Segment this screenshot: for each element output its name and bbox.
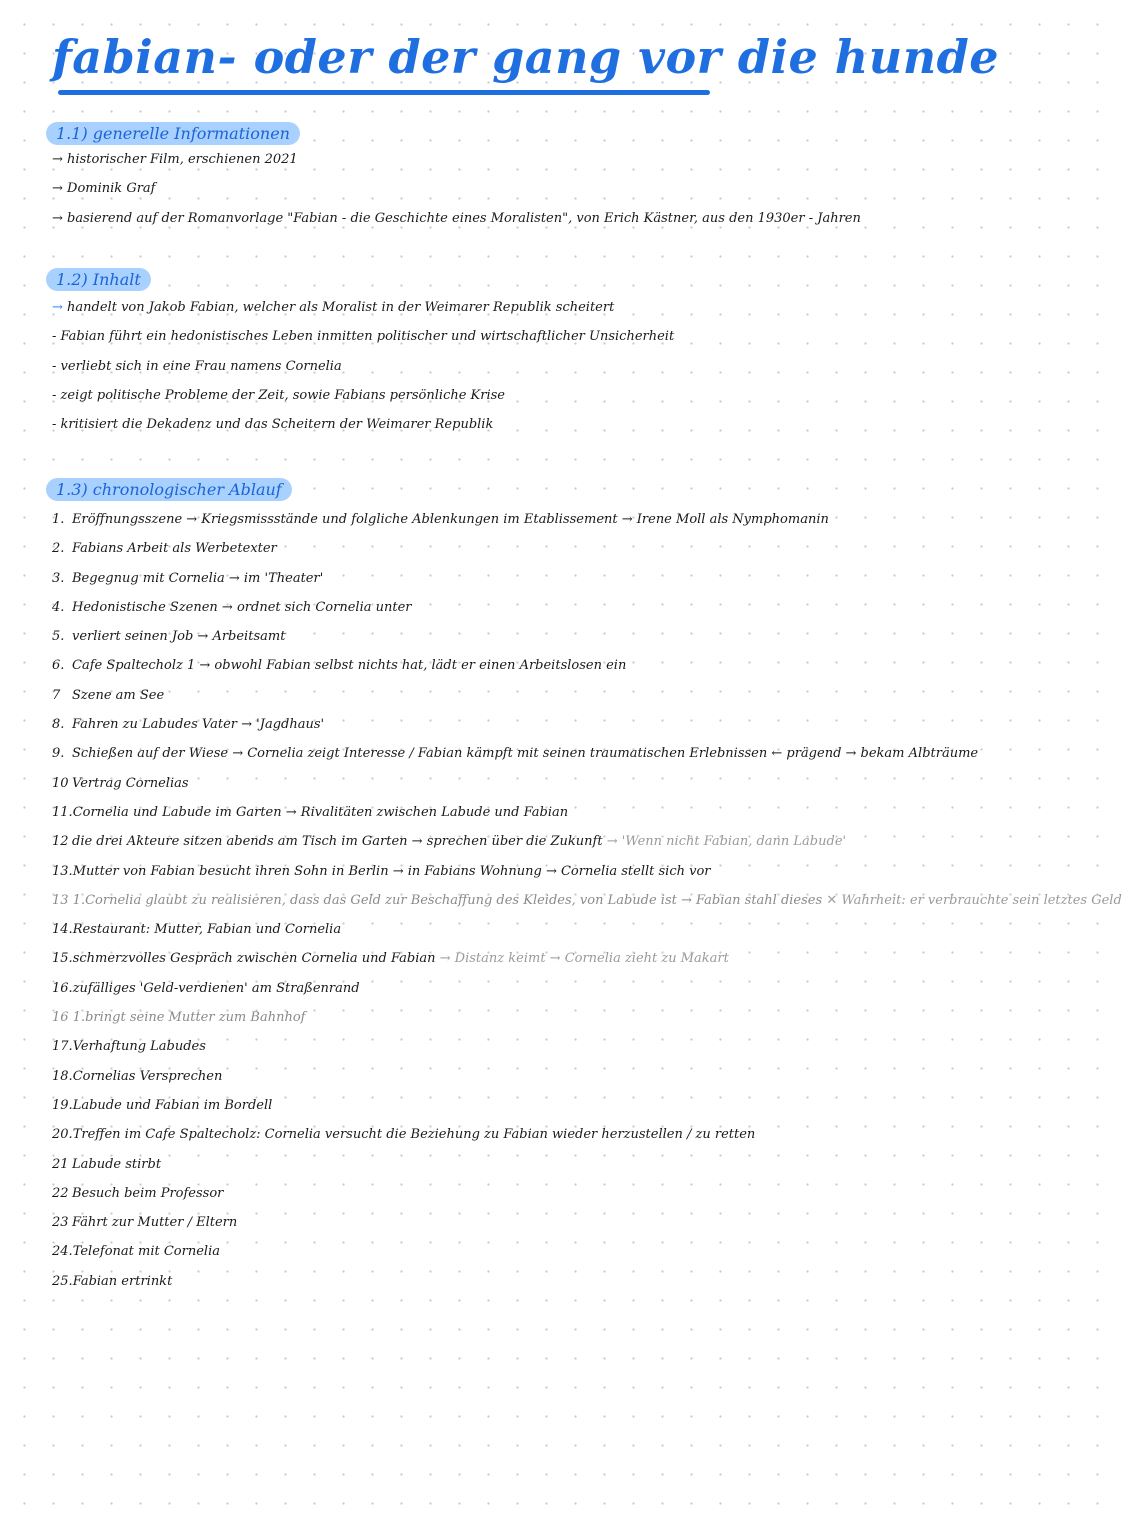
item-number: 17. (52, 1039, 73, 1055)
item-text: verliert seinen Job → Arbeitsamt (72, 629, 286, 645)
list-item (52, 651, 1122, 680)
arrow-icon: → (52, 300, 63, 315)
item-text: Cornelia glaubt zu realisieren, dass das Geld zur Beschaffung des Kleides, von Labude ist → Fabian stahl dieses (85, 892, 823, 908)
list-item (52, 593, 1122, 622)
item-number: 18. (52, 1068, 73, 1084)
list-item (52, 886, 1122, 915)
item-text: Telefonat mit Cornelia (72, 1244, 220, 1260)
item-text: Labude stirbt (72, 1156, 162, 1172)
item-number: 3. (52, 570, 65, 586)
item-number: 16. (52, 980, 73, 996)
item-number: 5. (52, 629, 65, 645)
list-item (52, 1062, 1122, 1091)
item-text: Mutter von Fabian besucht ihren Sohn in Berlin → in Fabians Wohnung → Cornelia stellt sich vor (72, 863, 711, 879)
list-item (52, 1003, 1122, 1032)
item-text: Schießen auf der Wiese → Cornelia zeigt Interesse / Fabian kämpft mit seinen traumatischen Erlebnissen ← prägend → bekam Albträume (72, 746, 979, 762)
item-number: 20. (52, 1127, 73, 1143)
list-item (52, 1179, 1122, 1208)
item-text: die drei Akteure sitzen abends am Tisch im Garten → sprechen über die Zukunft (72, 834, 603, 850)
section-chronology (46, 478, 1122, 1296)
item-number: 6. (52, 658, 65, 674)
item-text: schmerzvolles Gespräch zwischen Cornelia und Fabian (72, 951, 436, 967)
item-number: 23 (52, 1215, 69, 1231)
item-text: Begegnug mit Cornelia → im 'Theater' (72, 570, 324, 586)
list-item (52, 827, 1122, 856)
item-text: Fährt zur Mutter / Eltern (72, 1215, 238, 1231)
item-text: zufälliges 'Geld-verdienen' am Straßenrand (72, 980, 360, 996)
arrow-icon: → (52, 210, 63, 226)
item-annotation: → Distanz keimt → Cornelia zieht zu Makart (439, 951, 729, 967)
section-content (46, 268, 674, 439)
title-underline (58, 90, 710, 95)
list-item (52, 710, 1122, 739)
item-text: Szene am See (72, 687, 165, 703)
list-item (52, 769, 1122, 798)
item-number: 22 (52, 1185, 69, 1201)
item-text: bringt seine Mutter zum Bahnhof (85, 1010, 306, 1026)
list-item-text: Dominik Graf (67, 181, 156, 197)
section-heading: 1.3) chronologischer Ablauf (46, 478, 292, 501)
item-number: 11. (52, 804, 73, 820)
item-text: Cornelias Versprechen (72, 1068, 223, 1084)
list-item (52, 915, 1122, 944)
list-item (52, 174, 861, 203)
list-item (52, 1150, 1122, 1179)
item-number: 2. (52, 541, 65, 557)
list-item (52, 204, 861, 233)
list-item (52, 564, 1122, 593)
list-item-text: basierend auf der Romanvorlage "Fabian - die Geschichte eines Moralisten", von Erich Kästner, aus den 1930er - Jahren (67, 210, 861, 226)
list-item-text: handelt von Jakob Fabian, welcher als Moralist in der Weimarer Republik scheitert (67, 300, 615, 315)
list-item (52, 1091, 1122, 1120)
list-item-text: historischer Film, erschienen 2021 (67, 152, 298, 167)
item-number: 9. (52, 746, 65, 762)
item-number: 4. (52, 599, 65, 615)
list-item (52, 1120, 1122, 1149)
item-number: 14. (52, 922, 73, 938)
list-item (52, 1237, 1122, 1266)
item-number: 12 (52, 834, 69, 850)
section-heading: 1.1) generelle Informationen (46, 122, 300, 145)
arrow-icon: → (52, 152, 63, 167)
item-text: Cafe Spaltecholz 1 → obwohl Fabian selbst nichts hat, lädt er einen Arbeitslosen ein (72, 658, 627, 674)
arrow-icon: → (52, 181, 63, 197)
item-text: Fahren zu Labudes Vater → 'Jagdhaus' (72, 717, 325, 733)
item-text: Vertrag Cornelias (72, 775, 189, 791)
section-heading: 1.2) Inhalt (46, 268, 151, 291)
item-text: Treffen im Cafe Spaltecholz: Cornelia versucht die Beziehung zu Fabian wieder herzustellen / zu retten (72, 1127, 756, 1143)
page-title: fabian- oder der gang vor die hunde (52, 30, 1000, 84)
list-item (52, 145, 861, 174)
item-number: 8. (52, 717, 65, 733)
list-item (52, 622, 1122, 651)
list-item (52, 974, 1122, 1003)
item-number: 10 (52, 775, 69, 791)
item-text: Labude und Fabian im Bordell (72, 1097, 273, 1113)
list-item (52, 944, 1122, 973)
list-item: - Fabian führt ein hedonistisches Leben inmitten politischer und wirtschaftlicher Unsicherheit (52, 329, 675, 345)
item-number: 15. (52, 951, 73, 967)
item-number: 13 1. (52, 892, 86, 908)
item-text: Fabian ertrinkt (72, 1273, 173, 1289)
cross-icon: ✕ (826, 892, 838, 908)
list-item (52, 798, 1122, 827)
list-item (52, 1032, 1122, 1061)
list-item (52, 681, 1122, 710)
item-text: Besuch beim Professor (72, 1185, 224, 1201)
list-item: - kritisiert die Dekadenz und das Scheitern der Weimarer Republik (52, 417, 494, 433)
list-item: - zeigt politische Probleme der Zeit, sowie Fabians persönliche Krise (52, 387, 505, 403)
item-text: Eröffnungsszene → Kriegsmissstände und folgliche Ablenkungen im Etablissement → Irene Moll als Nymphomanin (72, 512, 829, 527)
list-item (52, 505, 1122, 534)
item-number: 25. (52, 1273, 73, 1289)
list-item (52, 1267, 1122, 1296)
item-number: 7 (52, 687, 61, 703)
item-annotation: Wahrheit: er verbrauchte sein letztes Geld (841, 892, 1122, 908)
list-item (52, 1208, 1122, 1237)
list-item (52, 293, 674, 322)
item-text: Fabians Arbeit als Werbetexter (72, 541, 277, 557)
list-item (52, 857, 1122, 886)
chronology-list (46, 505, 1122, 1296)
section-general-info (46, 122, 861, 233)
item-text: Hedonistische Szenen → ordnet sich Cornelia unter (72, 599, 412, 615)
item-number: 13. (52, 863, 73, 879)
item-text: Restaurant: Mutter, Fabian und Cornelia (72, 922, 342, 938)
list-item (52, 534, 1122, 563)
item-text: Cornelia und Labude im Garten → Rivalitäten zwischen Labude und Fabian (72, 804, 569, 820)
item-number: 1. (52, 512, 65, 527)
item-number: 16 1. (52, 1010, 86, 1026)
item-number: 21 (52, 1156, 69, 1172)
item-number: 19. (52, 1097, 73, 1113)
list-item: - verliebt sich in eine Frau namens Cornelia (52, 358, 342, 374)
item-annotation: → 'Wenn nicht Fabian, dann Labude' (606, 834, 847, 850)
item-text: Verhaftung Labudes (72, 1039, 206, 1055)
list-item (52, 739, 1122, 768)
item-number: 24. (52, 1244, 73, 1260)
